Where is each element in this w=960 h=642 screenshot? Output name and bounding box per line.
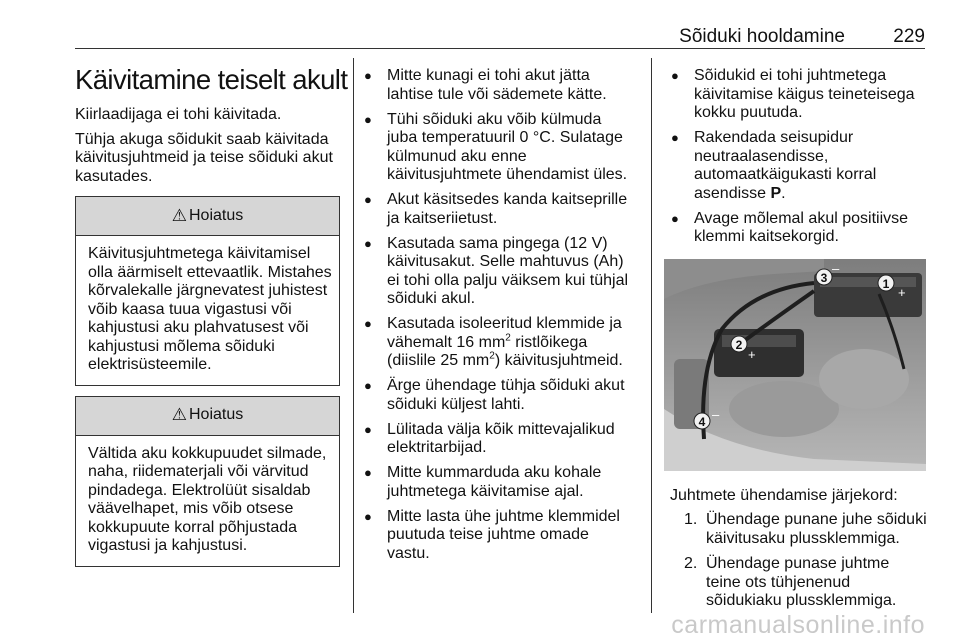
column-divider-2	[651, 58, 652, 613]
preparation-list	[670, 67, 928, 247]
minus-icon: –	[832, 260, 840, 276]
column-1	[75, 58, 348, 567]
list-item: ● Avage mõlemal akul positiivse klemmi kaitsekorgid.	[670, 210, 928, 247]
precaution-list	[363, 67, 635, 563]
section-heading: Käivitamine teiselt akult	[75, 64, 348, 95]
plus-icon: +	[898, 284, 906, 300]
watermark: carmanualsonline.info	[671, 611, 925, 639]
step-item	[684, 511, 928, 548]
column-3	[670, 58, 928, 618]
list-item: ● Tühi sõiduki aku võib külmuda juba temperatuuril 0 °C. Sulatage külmunud aku enne käivitusjuhtmete ühendamist üles.	[363, 111, 635, 185]
superscript: 2	[489, 350, 495, 362]
list-item: ● Ärge ühendage tühja sõiduki akut sõiduki küljest lahti.	[363, 377, 635, 414]
warning-text: Käivitusjuhtmetega käivitamisel olla äärmiselt ettevaatlik. Mistahes kõrvalekalle järgnevatest juhistest võib kaasa tuua vigastusi või kahjustusi aku plahvatusest või kahjustusi mõlema sõiduki elektrisüsteemile.	[88, 245, 332, 373]
warning-box	[75, 396, 340, 567]
step-number: 2.	[684, 555, 698, 572]
list-item: ● Mitte kummarduda aku kohale juhtmetega käivitamise ajal.	[363, 464, 635, 501]
paragraph: Kiirlaadijaga ei tohi käivitada.	[75, 106, 282, 123]
superscript: 2	[505, 332, 511, 344]
list-item: ● Lülitada välja kõik mittevajalikud elektritarbijad.	[363, 421, 635, 458]
list-item: ● Sõidukid ei tohi juhtmetega käivitamise käigus teineteisega kokku puutuda.	[670, 67, 928, 123]
running-header	[75, 26, 925, 48]
step-number: 1.	[684, 511, 698, 528]
warning-box	[75, 196, 340, 386]
park-position: P	[770, 184, 782, 202]
engine-bay-illustration	[664, 259, 926, 471]
cable-text-1: Kasutada isoleeritud klemmide ja vähemalt 16 mm	[387, 315, 622, 351]
column-divider-1	[353, 58, 354, 613]
photo-label-3: 3	[820, 270, 828, 285]
gear-text: Rakendada seisupidur neutraalasendisse, automaatkäigukasti korral asendisse	[694, 129, 877, 202]
column-2	[363, 58, 635, 570]
warning-header	[76, 197, 339, 236]
cable-text-3: ) käivitusjuhtmeid.	[494, 352, 623, 369]
list-item: ● Mitte kunagi ei tohi akut jätta lahtise tule või sädemete kätte.	[363, 67, 635, 104]
engine-bay-photo	[664, 259, 926, 471]
list-item: ● Kasutada sama pingega (12 V) käivitusakut. Selle mahtuvus (Ah) ei tohi olla palju väiksem kui tühjal sõiduki akul.	[363, 235, 635, 309]
list-item: ● Akut käsitsedes kanda kaitseprille ja kaitseriietust.	[363, 191, 635, 228]
warning-title: Hoiatus	[189, 206, 244, 224]
list-item-cable-spec	[363, 315, 635, 371]
warning-title: Hoiatus	[189, 406, 244, 424]
step-text: Ühendage punase juhtme teine ots tühjenenud sõidukiaku plussklemmiga.	[706, 555, 897, 609]
photo-label-1: 1	[882, 276, 890, 291]
photo-label-2: 2	[735, 337, 743, 352]
connection-steps	[684, 511, 928, 611]
section-title: Sõiduki hooldamine	[679, 26, 845, 47]
warning-text: Vältida aku kokkupuudet silmade, naha, riidematerjali või värvitud pindadega. Elektrolüüt sisaldab väävelhapet, mis võib otsese kokkupuute korral põhjustada vigastusi ja kahjustusi.	[88, 444, 327, 554]
gear-text-end: .	[781, 184, 786, 202]
warning-triangle-icon: ⚠	[171, 405, 187, 425]
header-divider	[75, 48, 925, 49]
list-item: ● Mitte lasta ühe juhtme klemmidel puutuda teise juhtme omade vastu.	[363, 508, 635, 564]
cable-text-2: ristlõikega (diislile 25 mm	[387, 333, 588, 369]
warning-triangle-icon: ⚠	[171, 205, 187, 225]
warning-header	[76, 397, 339, 436]
page-number: 229	[893, 26, 925, 47]
paragraph: Tühja akuga sõidukit saab käivitada käivitusjuhtmeid ja teise sõiduki akut kasutades.	[75, 130, 333, 185]
steps-intro: Juhtmete ühendamise järjekord:	[670, 486, 898, 504]
list-item-gear	[670, 129, 928, 203]
plus-icon: +	[748, 346, 756, 362]
step-text: Ühendage punane juhe sõiduki käivitusaku plussklemmiga.	[706, 511, 927, 547]
minus-icon: –	[712, 406, 720, 422]
photo-label-4: 4	[698, 414, 706, 429]
step-item	[684, 555, 928, 611]
